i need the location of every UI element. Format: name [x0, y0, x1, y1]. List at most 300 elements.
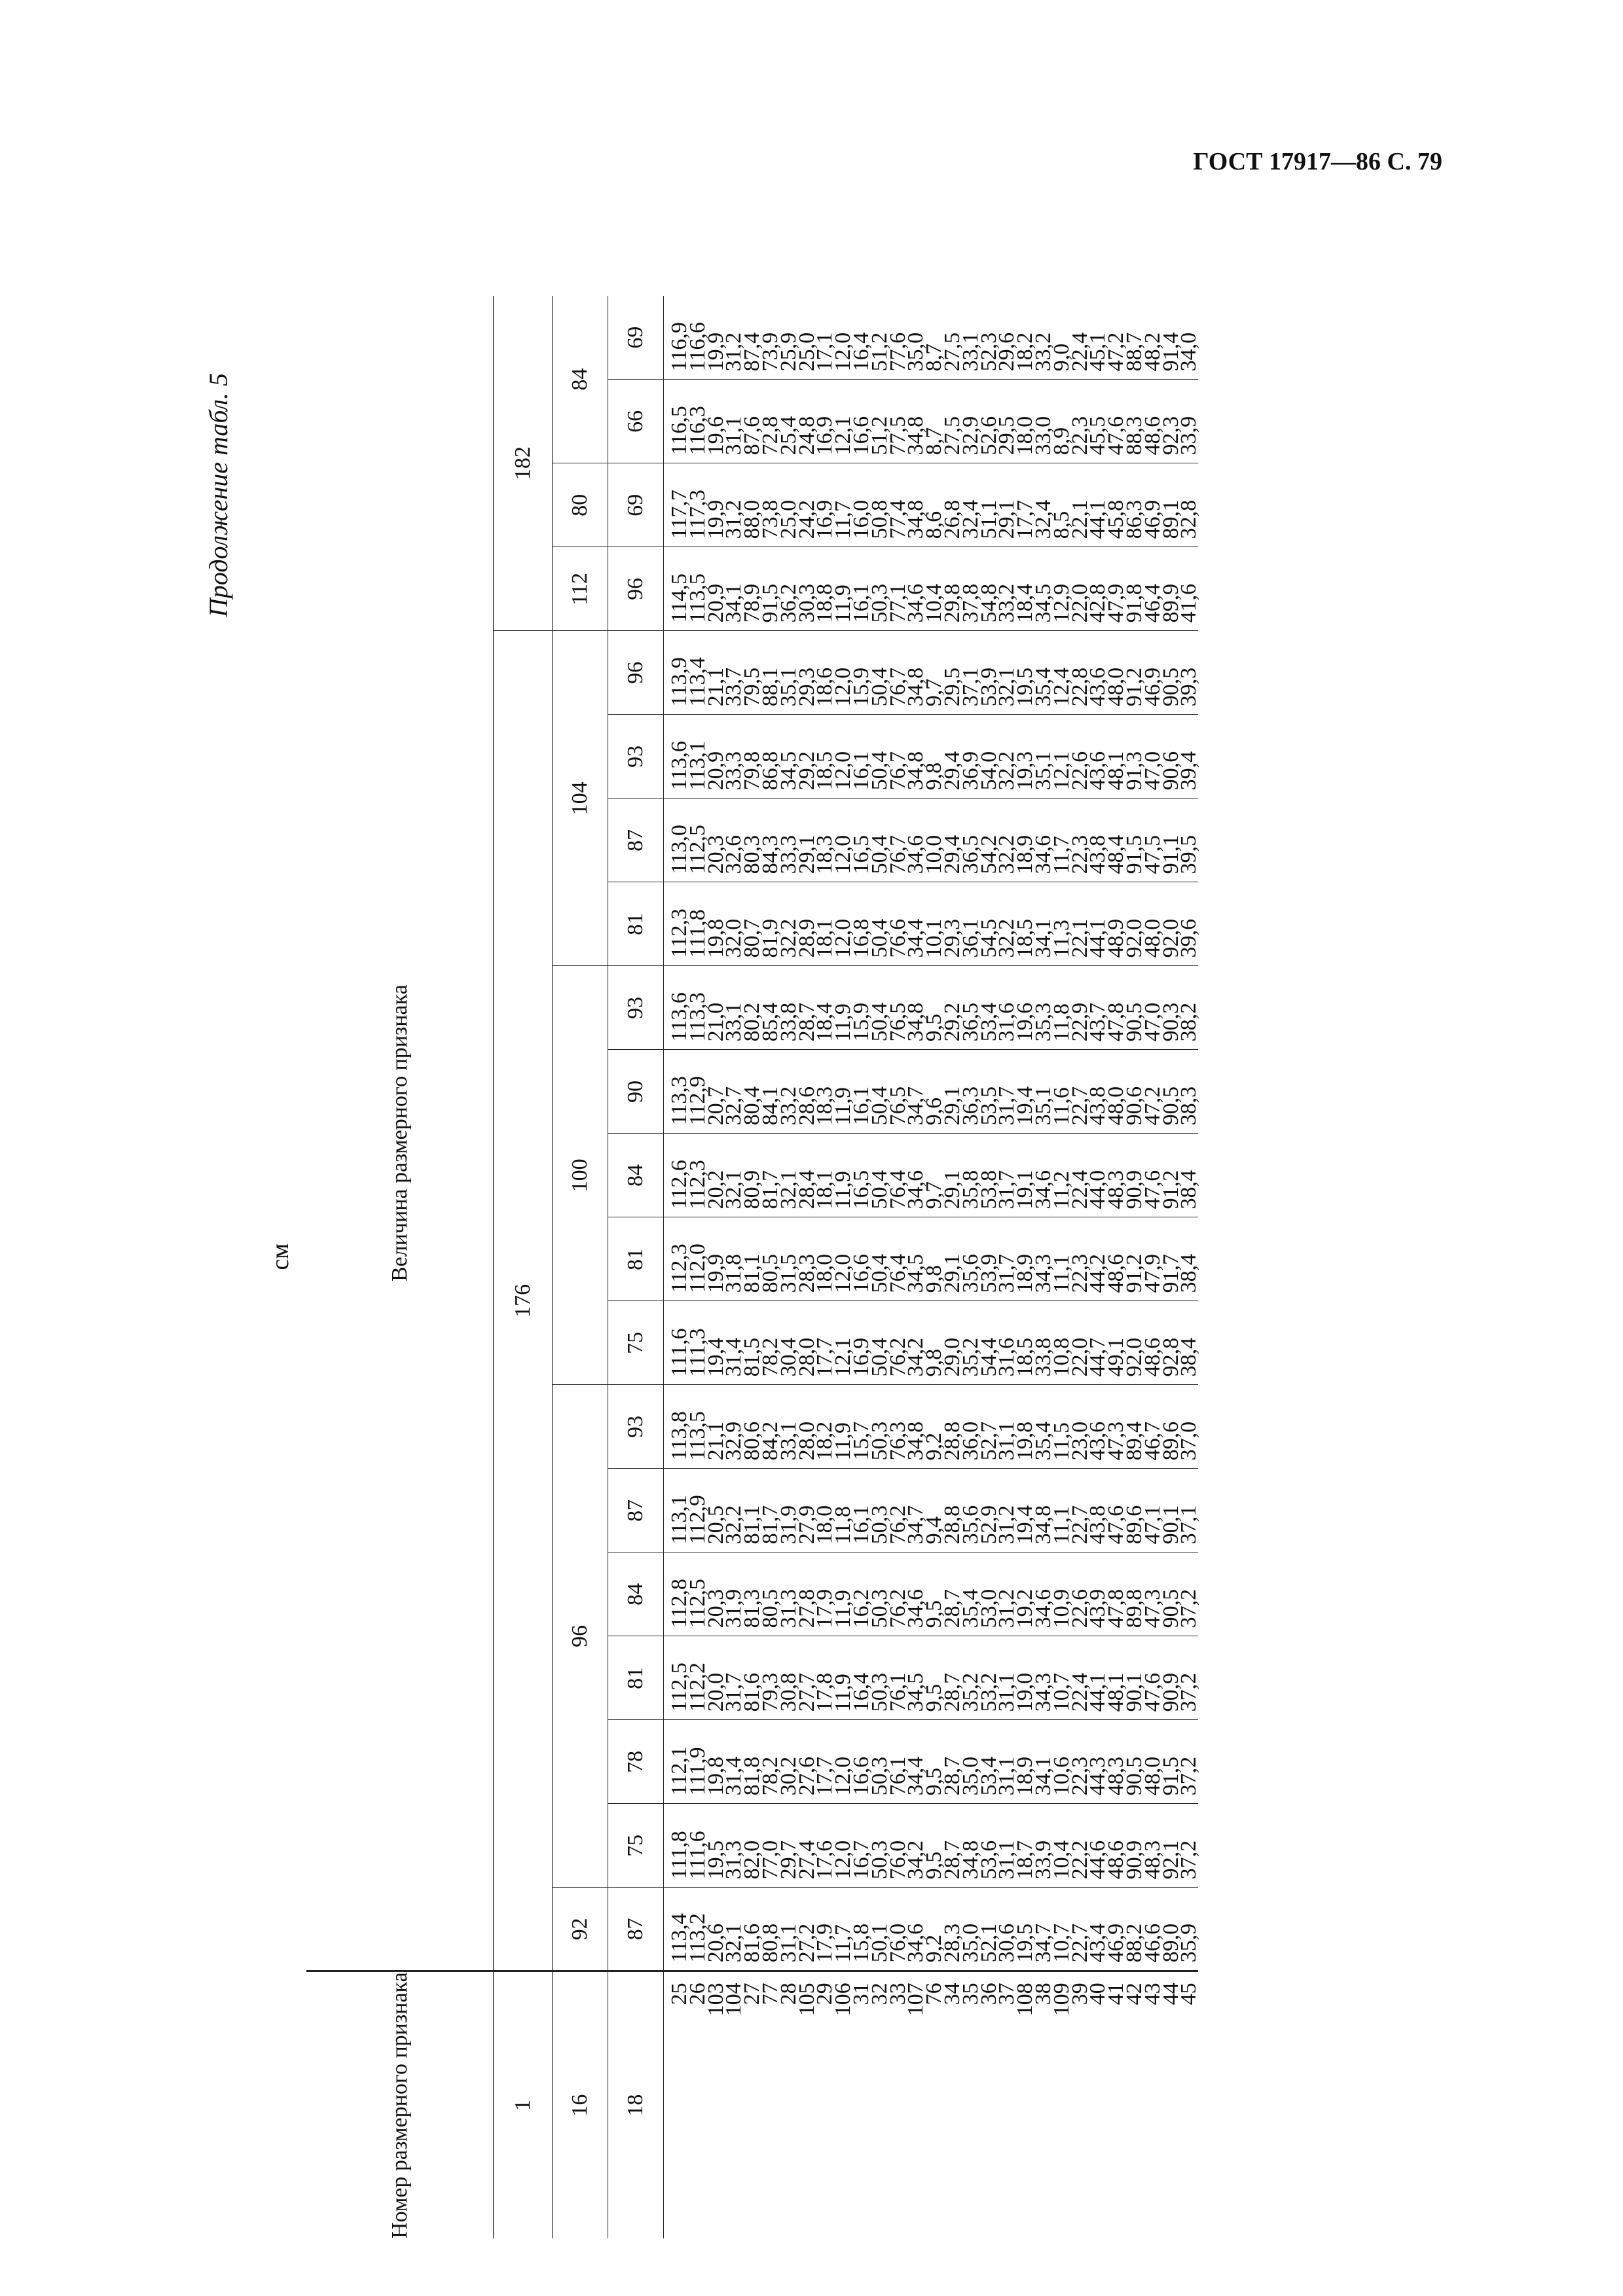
value-cell: 29,7 — [776, 1840, 801, 1880]
value-cell: 19,4 — [1013, 1086, 1038, 1126]
value-cell: 47,0 — [1140, 751, 1165, 791]
value-cell: 48,1 — [1104, 751, 1129, 791]
value-cell: 20,9 — [703, 751, 728, 791]
value-cell: 48,0 — [1104, 1086, 1129, 1126]
value-cell: 22,0 — [1067, 583, 1092, 623]
value-cell: 18,1 — [812, 1170, 837, 1210]
value-cell: 9,8 — [922, 1265, 947, 1293]
value-column — [664, 380, 1199, 463]
value-cell: 113,9 — [667, 657, 691, 707]
hips-header: 75 — [608, 1804, 664, 1888]
value-cell: 38,2 — [1176, 1002, 1201, 1042]
feature-number: 76 — [922, 1982, 947, 2005]
value-cell: 19,2 — [1013, 1588, 1038, 1628]
value-cell: 31,2 — [721, 332, 746, 372]
value-cell: 112,9 — [685, 1076, 710, 1126]
value-cell: 34,6 — [903, 834, 928, 874]
chest-header: 96 — [553, 1385, 608, 1888]
chest-header: 84 — [553, 296, 608, 463]
feature-number: 43 — [1140, 1982, 1165, 2005]
value-cell: 19,0 — [1013, 1672, 1038, 1712]
value-cell: 50,3 — [867, 1421, 892, 1461]
value-cell: 29,8 — [939, 583, 964, 623]
value-cell: 31,1 — [994, 1672, 1019, 1712]
value-cell: 76,2 — [885, 1588, 910, 1628]
value-cell: 16,1 — [848, 1086, 873, 1126]
value-cell: 19,8 — [1013, 1421, 1038, 1461]
value-cell: 47,5 — [1140, 834, 1165, 874]
value-cell: 17,7 — [1013, 499, 1038, 539]
value-cell: 32,0 — [721, 918, 746, 958]
value-cell: 116,5 — [667, 406, 691, 456]
value-cell: 18,8 — [812, 583, 837, 623]
value-cell: 22,7 — [1067, 1505, 1092, 1545]
value-cell: 31,1 — [994, 1756, 1019, 1796]
value-cell: 34,3 — [1030, 1672, 1055, 1712]
value-cell: 89,1 — [1158, 499, 1183, 539]
value-cell: 88,2 — [1122, 1923, 1146, 1963]
value-cell: 27,9 — [794, 1505, 819, 1545]
value-cell: 20,7 — [703, 1086, 728, 1126]
value-cell: 52,6 — [976, 416, 1001, 456]
value-cell: 113,3 — [685, 992, 710, 1042]
value-cell: 16,1 — [848, 751, 873, 791]
hips-header: 93 — [608, 1385, 664, 1469]
value-cell: 81,9 — [757, 918, 782, 958]
value-cell: 34,7 — [1030, 1923, 1055, 1963]
hips-header: 81 — [608, 1217, 664, 1301]
value-cell: 88,1 — [757, 667, 782, 707]
value-cell: 32,2 — [994, 751, 1019, 791]
value-cell: 18,9 — [1013, 834, 1038, 874]
value-cell: 90,3 — [1158, 1002, 1183, 1042]
value-column — [664, 966, 1199, 1050]
value-column — [664, 1217, 1199, 1301]
value-cell: 12,4 — [1049, 667, 1074, 707]
feature-number: 38 — [1030, 1982, 1055, 2005]
value-cell: 117,3 — [685, 490, 710, 539]
value-cell: 89,8 — [1122, 1588, 1146, 1628]
value-cell: 34,8 — [1030, 1505, 1055, 1545]
value-cell: 31,1 — [776, 1923, 801, 1963]
value-cell: 116,3 — [685, 406, 710, 456]
value-cell: 54,0 — [976, 751, 1001, 791]
value-cell: 19,9 — [703, 499, 728, 539]
value-cell: 34,8 — [958, 1840, 983, 1880]
value-cell: 32,6 — [721, 834, 746, 874]
value-cell: 50,3 — [867, 1588, 892, 1628]
value-cell: 37,2 — [1176, 1672, 1201, 1712]
value-cell: 36,5 — [958, 834, 983, 874]
value-cell: 19,9 — [703, 1253, 728, 1293]
value-cell: 27,4 — [794, 1840, 819, 1880]
value-column — [664, 1469, 1199, 1552]
value-cell: 22,3 — [1067, 1756, 1092, 1796]
value-cell: 33,1 — [958, 332, 983, 372]
value-cell: 113,4 — [667, 1913, 691, 1963]
value-cell: 12,0 — [831, 667, 856, 707]
feature-number: 37 — [994, 1982, 1019, 2005]
value-cell: 33,9 — [1176, 416, 1201, 456]
value-cell: 18,0 — [812, 1505, 837, 1545]
value-cell: 22,3 — [1067, 1253, 1092, 1293]
value-cell: 31,5 — [776, 1253, 801, 1293]
value-cell: 11,9 — [831, 584, 856, 623]
value-cell: 113,6 — [667, 741, 691, 791]
hips-header: 75 — [608, 1301, 664, 1385]
value-cell: 34,8 — [903, 1421, 928, 1461]
value-cell: 19,5 — [1013, 1923, 1038, 1963]
value-cell: 116,9 — [667, 322, 691, 372]
value-cell: 15,8 — [848, 1923, 873, 1963]
value-cell: 48,2 — [1140, 332, 1165, 372]
value-cell: 18,0 — [1013, 416, 1038, 456]
value-cell: 35,4 — [1030, 1421, 1055, 1461]
feature-number: 32 — [867, 1982, 892, 2005]
value-cell: 112,3 — [667, 908, 691, 958]
value-cell: 16,1 — [848, 1505, 873, 1545]
value-cell: 8,7 — [922, 343, 947, 372]
value-cell: 91,1 — [1158, 834, 1183, 874]
feature-number: 109 — [1049, 1982, 1074, 2017]
value-cell: 18,9 — [1013, 1756, 1038, 1796]
value-cell: 37,0 — [1176, 1421, 1201, 1461]
hips-header: 90 — [608, 1050, 664, 1134]
value-column — [664, 1301, 1199, 1385]
value-cell: 29,2 — [939, 1002, 964, 1042]
value-cell: 18,5 — [1013, 1337, 1038, 1377]
value-cell: 50,3 — [867, 1505, 892, 1545]
value-cell: 10,7 — [1049, 1672, 1074, 1712]
value-cell: 29,1 — [794, 834, 819, 874]
value-cell: 31,3 — [721, 1840, 746, 1880]
value-cell: 113,8 — [667, 1411, 691, 1461]
value-cell: 9,4 — [922, 1516, 947, 1545]
value-cell: 18,3 — [812, 1086, 837, 1126]
value-cell: 78,9 — [740, 583, 765, 623]
value-cell: 17,8 — [812, 1672, 837, 1712]
value-cell: 37,2 — [1176, 1588, 1201, 1628]
value-cell: 89,4 — [1122, 1421, 1146, 1461]
value-cell: 90,1 — [1158, 1505, 1183, 1545]
value-cell: 16,8 — [848, 918, 873, 958]
value-cell: 33,1 — [721, 1002, 746, 1042]
value-cell: 32,8 — [1176, 499, 1201, 539]
value-cell: 50,8 — [867, 499, 892, 539]
value-cell: 20,3 — [703, 1588, 728, 1628]
value-cell: 77,5 — [885, 416, 910, 456]
value-cell: 91,5 — [1122, 834, 1146, 874]
value-cell: 47,9 — [1104, 583, 1129, 623]
value-cell: 76,3 — [885, 1421, 910, 1461]
value-cell: 41,6 — [1176, 583, 1201, 623]
value-cell: 9,5 — [922, 1013, 947, 1042]
value-cell: 90,1 — [1122, 1672, 1146, 1712]
value-cell: 27,5 — [939, 332, 964, 372]
value-cell: 54,4 — [976, 1337, 1001, 1377]
value-cell: 45,1 — [1085, 332, 1110, 372]
value-cell: 9,2 — [922, 1934, 947, 1963]
value-cell: 34,4 — [903, 918, 928, 958]
value-cell: 27,7 — [794, 1672, 819, 1712]
value-cell: 29,1 — [994, 499, 1019, 539]
value-cell: 29,4 — [939, 834, 964, 874]
value-cell: 31,6 — [994, 1002, 1019, 1042]
value-cell: 90,5 — [1158, 1086, 1183, 1126]
value-cell: 18,1 — [812, 918, 837, 958]
value-cell: 88,3 — [1122, 416, 1146, 456]
value-cell: 22,4 — [1067, 1672, 1092, 1712]
value-cell: 16,9 — [812, 499, 837, 539]
value-cell: 28,7 — [939, 1588, 964, 1628]
value-cell: 44,6 — [1085, 1840, 1110, 1880]
value-cell: 16,4 — [848, 1672, 873, 1712]
dimension-table — [306, 296, 1201, 2238]
value-cell: 43,6 — [1085, 751, 1110, 791]
value-cell: 20,9 — [703, 583, 728, 623]
value-cell: 11,9 — [831, 1674, 856, 1712]
value-cell: 28,4 — [794, 1170, 819, 1210]
chest-header: 80 — [553, 463, 608, 547]
value-cell: 38,4 — [1176, 1337, 1201, 1377]
value-cell: 76,5 — [885, 1086, 910, 1126]
value-cell: 39,5 — [1176, 834, 1201, 874]
value-cell: 34,6 — [903, 583, 928, 623]
value-cell: 20,3 — [703, 834, 728, 874]
value-cell: 90,9 — [1122, 1170, 1146, 1210]
value-cell: 30,2 — [776, 1756, 801, 1796]
value-cell: 18,3 — [812, 834, 837, 874]
value-cell: 86,3 — [1122, 499, 1146, 539]
value-cell: 44,0 — [1085, 1170, 1110, 1210]
value-cell: 73,8 — [757, 499, 782, 539]
feature-number: 105 — [794, 1982, 819, 2017]
value-cell: 50,4 — [867, 1170, 892, 1210]
value-cell: 19,5 — [703, 1840, 728, 1880]
value-cell: 31,2 — [721, 499, 746, 539]
value-cell: 81,1 — [740, 1505, 765, 1545]
value-cell: 16,0 — [848, 499, 873, 539]
feature-number: 29 — [812, 1982, 837, 2005]
value-cell: 34,8 — [903, 751, 928, 791]
value-cell: 9,5 — [922, 1767, 947, 1796]
value-cell: 37,1 — [1176, 1505, 1201, 1545]
hips-header: 84 — [608, 1134, 664, 1217]
value-cell: 47,6 — [1104, 1505, 1129, 1545]
value-cell: 9,8 — [922, 762, 947, 791]
value-cell: 34,1 — [1030, 1756, 1055, 1796]
value-cell: 33,0 — [1030, 416, 1055, 456]
value-cell: 16,4 — [848, 332, 873, 372]
value-cell: 8,6 — [922, 511, 947, 539]
value-cell: 20,5 — [703, 1505, 728, 1545]
hips-header: 81 — [608, 882, 664, 966]
value-cell: 12,1 — [831, 1337, 856, 1377]
value-cell: 18,0 — [812, 1253, 837, 1293]
feature-number: 41 — [1104, 1982, 1129, 2005]
value-cell: 35,8 — [958, 1170, 983, 1210]
value-cell: 30,3 — [794, 583, 819, 623]
table-subtitle: Продолжение табл. 5 — [204, 373, 233, 618]
value-cell: 38,4 — [1176, 1253, 1201, 1293]
value-cell: 12,0 — [831, 1253, 856, 1293]
value-cell: 44,2 — [1085, 1253, 1110, 1293]
value-cell: 36,9 — [958, 751, 983, 791]
value-cell: 53,4 — [976, 1002, 1001, 1042]
value-cell: 90,5 — [1158, 667, 1183, 707]
value-cell: 43,7 — [1085, 1002, 1110, 1042]
value-cell: 46,9 — [1140, 667, 1165, 707]
value-cell: 21,0 — [703, 1002, 728, 1042]
value-cell: 54,2 — [976, 834, 1001, 874]
value-cell: 11,9 — [831, 1087, 856, 1126]
value-cell: 33,9 — [1030, 1840, 1055, 1880]
value-cell: 19,6 — [1013, 1002, 1038, 1042]
value-cell: 81,6 — [740, 1672, 765, 1712]
value-cell: 111,8 — [667, 1831, 691, 1880]
value-cell: 9,6 — [922, 1097, 947, 1126]
value-cell: 31,4 — [721, 1756, 746, 1796]
value-cell: 28,6 — [794, 1086, 819, 1126]
value-cell: 10,1 — [922, 918, 947, 958]
value-cell: 34,4 — [903, 1756, 928, 1796]
value-cell: 33,2 — [994, 583, 1019, 623]
value-cell: 79,3 — [757, 1672, 782, 1712]
value-cell: 44,7 — [1085, 1337, 1110, 1377]
value-cell: 46,7 — [1140, 1421, 1165, 1461]
value-cell: 33,7 — [721, 667, 746, 707]
value-cell: 19,1 — [1013, 1170, 1038, 1210]
value-cell: 48,3 — [1104, 1756, 1129, 1796]
value-cell: 36,2 — [776, 583, 801, 623]
value-cell: 50,3 — [867, 1756, 892, 1796]
value-cell: 36,0 — [958, 1421, 983, 1461]
value-cell: 43,8 — [1085, 1505, 1110, 1545]
value-cell: 36,5 — [958, 1002, 983, 1042]
value-cell: 84,2 — [757, 1421, 782, 1461]
value-cell: 53,5 — [976, 1086, 1001, 1126]
value-cell: 92,3 — [1158, 416, 1183, 456]
value-cell: 20,0 — [703, 1672, 728, 1712]
value-cell: 28,7 — [939, 1672, 964, 1712]
height-header: 176 — [494, 631, 553, 1971]
value-cell: 28,3 — [794, 1253, 819, 1293]
value-cell: 25,0 — [794, 332, 819, 372]
value-cell: 86,8 — [757, 751, 782, 791]
value-cell: 90,9 — [1122, 1840, 1146, 1880]
value-cell: 10,7 — [1049, 1923, 1074, 1963]
value-cell: 21,1 — [703, 667, 728, 707]
value-cell: 29,1 — [939, 1170, 964, 1210]
value-cell: 116,6 — [685, 322, 710, 372]
value-cell: 81,8 — [740, 1756, 765, 1796]
value-cell: 19,5 — [1013, 667, 1038, 707]
value-cell: 11,1 — [1049, 1255, 1074, 1293]
value-cell: 47,6 — [1140, 1672, 1165, 1712]
chest-header: 104 — [553, 631, 608, 966]
value-column — [664, 1552, 1199, 1636]
value-cell: 47,8 — [1104, 1002, 1129, 1042]
value-cell: 76,2 — [885, 1337, 910, 1377]
value-cell: 18,7 — [1013, 1840, 1038, 1880]
value-cell: 10,8 — [1049, 1337, 1074, 1377]
feature-number: 106 — [831, 1982, 856, 2017]
value-cell: 43,8 — [1085, 834, 1110, 874]
hips-header: 93 — [608, 966, 664, 1050]
value-cell: 113,1 — [685, 741, 710, 791]
value-cell: 91,4 — [1158, 332, 1183, 372]
value-cell: 112,5 — [685, 1579, 710, 1628]
row-label-hips: 18 — [608, 1971, 664, 2238]
value-column — [664, 798, 1199, 882]
value-cell: 29,0 — [939, 1337, 964, 1377]
value-cell: 23,0 — [1067, 1421, 1092, 1461]
hips-header: 84 — [608, 1552, 664, 1636]
value-cell: 19,4 — [1013, 1505, 1038, 1545]
value-cell: 112,0 — [685, 1244, 710, 1293]
value-cell: 12,0 — [831, 834, 856, 874]
value-cell: 22,4 — [1067, 1170, 1092, 1210]
value-cell: 76,0 — [885, 1923, 910, 1963]
value-cell: 12,0 — [831, 751, 856, 791]
value-cell: 48,1 — [1104, 1672, 1129, 1712]
feature-number: 35 — [958, 1982, 983, 2005]
value-cell: 28,3 — [939, 1923, 964, 1963]
value-cell: 17,1 — [812, 332, 837, 372]
hips-header: 96 — [608, 631, 664, 715]
value-cell: 50,4 — [867, 1086, 892, 1126]
value-cell: 48,0 — [1104, 667, 1129, 707]
feature-number: 39 — [1067, 1982, 1092, 2005]
value-cell: 11,5 — [1049, 1422, 1074, 1461]
value-cell: 92,0 — [1122, 918, 1146, 958]
value-cell: 9,5 — [922, 1851, 947, 1880]
hips-header: 78 — [608, 1720, 664, 1804]
value-column — [664, 1720, 1199, 1804]
value-cell: 8,9 — [1049, 427, 1074, 456]
value-cell: 88,0 — [740, 499, 765, 539]
value-cell: 28,9 — [794, 918, 819, 958]
value-cell: 47,9 — [1140, 1253, 1165, 1293]
value-cell: 12,1 — [1049, 751, 1074, 791]
value-column — [664, 1888, 1199, 1971]
value-cell: 113,3 — [667, 1076, 691, 1126]
value-cell: 24,2 — [794, 499, 819, 539]
value-cell: 29,5 — [939, 667, 964, 707]
feature-number: 45 — [1176, 1982, 1201, 2005]
value-cell: 48,6 — [1140, 1337, 1165, 1377]
value-cell: 87,6 — [740, 416, 765, 456]
value-cell: 29,4 — [939, 751, 964, 791]
value-cell: 12,9 — [1049, 583, 1074, 623]
value-cell: 51,2 — [867, 416, 892, 456]
value-cell: 31,6 — [994, 1337, 1019, 1377]
value-cell: 50,4 — [867, 1002, 892, 1042]
value-cell: 31,3 — [776, 1588, 801, 1628]
value-cell: 91,2 — [1122, 667, 1146, 707]
value-cell: 80,3 — [740, 834, 765, 874]
hips-header: 87 — [608, 1469, 664, 1552]
chest-header: 100 — [553, 966, 608, 1385]
feature-number: 26 — [685, 1982, 710, 2005]
feature-number: 28 — [776, 1982, 801, 2005]
row-label-height: 1 — [494, 1971, 553, 2238]
feature-number: 103 — [703, 1982, 728, 2017]
value-cell: 87,4 — [740, 332, 765, 372]
value-cell: 47,8 — [1104, 1588, 1129, 1628]
value-cell: 11,2 — [1049, 1171, 1074, 1210]
value-cell: 22,6 — [1067, 751, 1092, 791]
